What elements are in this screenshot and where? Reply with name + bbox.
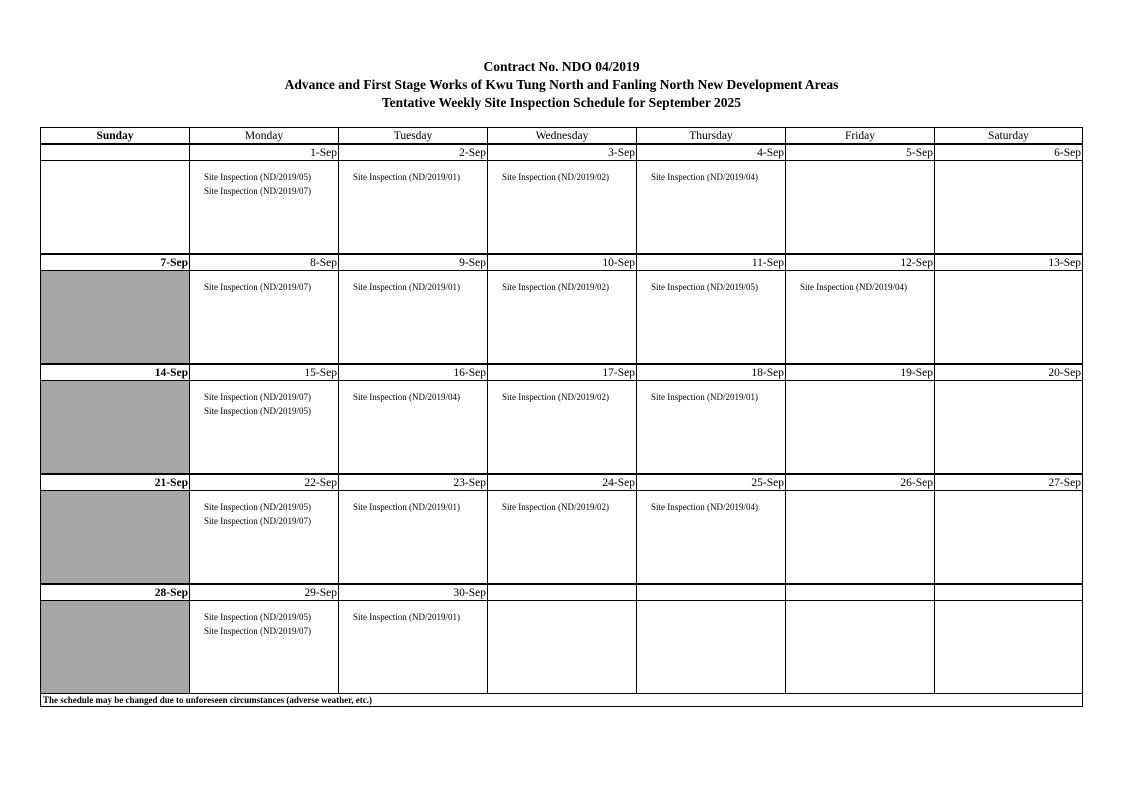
event-list xyxy=(637,381,785,405)
inspection-entry: Site Inspection (ND/2019/02) xyxy=(502,502,609,512)
week-date-row xyxy=(41,254,1083,271)
day-cell xyxy=(41,271,190,365)
date-cell: 23-Sep xyxy=(339,474,488,491)
inspection-entry: Site Inspection (ND/2019/07) xyxy=(204,515,311,526)
event-list xyxy=(786,601,934,611)
day-cell xyxy=(637,601,786,694)
day-cell xyxy=(339,161,488,255)
day-cell xyxy=(339,381,488,475)
date-cell: 16-Sep xyxy=(339,364,488,381)
inspection-entry: Site Inspection (ND/2019/02) xyxy=(502,392,609,402)
date-cell: 2-Sep xyxy=(339,144,488,161)
inspection-entry: Site Inspection (ND/2019/01) xyxy=(353,172,460,182)
week-date-row xyxy=(41,364,1083,381)
event-list xyxy=(339,271,487,295)
day-cell xyxy=(935,161,1083,255)
week-date-row xyxy=(41,584,1083,601)
day-cell xyxy=(339,491,488,585)
inspection-entry: Site Inspection (ND/2019/01) xyxy=(651,392,758,402)
event-list xyxy=(786,271,934,295)
date-cell: 27-Sep xyxy=(935,474,1083,491)
date-cell: 17-Sep xyxy=(488,364,637,381)
event-list xyxy=(41,601,189,611)
date-cell: 4-Sep xyxy=(637,144,786,161)
weekday-wednesday: Wednesday xyxy=(488,128,637,145)
project-title: Advance and First Stage Works of Kwu Tung North and Fanling North New Development Areas xyxy=(284,77,839,92)
weekday-header-row xyxy=(41,128,1083,145)
event-list xyxy=(190,491,338,528)
event-list xyxy=(637,491,785,515)
date-cell: 7-Sep xyxy=(41,254,190,271)
event-list xyxy=(488,491,636,515)
event-list xyxy=(786,491,934,501)
inspection-entry: Site Inspection (ND/2019/02) xyxy=(502,282,609,292)
inspection-entry: Site Inspection (ND/2019/07) xyxy=(204,185,311,196)
inspection-entry: Site Inspection (ND/2019/04) xyxy=(353,392,460,402)
inspection-entry: Site Inspection (ND/2019/01) xyxy=(353,502,460,512)
date-cell: 11-Sep xyxy=(637,254,786,271)
inspection-entry: Site Inspection (ND/2019/05) xyxy=(204,405,311,416)
date-cell: 30-Sep xyxy=(339,584,488,601)
day-cell xyxy=(488,271,637,365)
date-cell: 13-Sep xyxy=(935,254,1083,271)
date-cell: 28-Sep xyxy=(41,584,190,601)
day-cell xyxy=(190,491,339,585)
weekday-tuesday: Tuesday xyxy=(339,128,488,145)
week-events-row xyxy=(41,271,1083,365)
day-cell xyxy=(786,491,935,585)
week-events-row xyxy=(41,381,1083,475)
schedule-title: Tentative Weekly Site Inspection Schedule for September 2025 xyxy=(381,95,742,110)
week-events-row xyxy=(41,601,1083,694)
event-list xyxy=(488,271,636,295)
day-cell xyxy=(935,271,1083,365)
inspection-entry: Site Inspection (ND/2019/01) xyxy=(353,612,460,622)
date-cell: 1-Sep xyxy=(190,144,339,161)
date-cell xyxy=(637,584,786,601)
event-list xyxy=(488,381,636,405)
day-cell xyxy=(190,271,339,365)
weekday-saturday: Saturday xyxy=(935,128,1083,145)
event-list xyxy=(190,161,338,198)
inspection-entry: Site Inspection (ND/2019/05) xyxy=(204,612,311,622)
date-cell xyxy=(935,584,1083,601)
event-list xyxy=(935,161,1082,171)
date-cell: 12-Sep xyxy=(786,254,935,271)
date-cell xyxy=(786,584,935,601)
date-cell: 14-Sep xyxy=(41,364,190,381)
date-cell: 29-Sep xyxy=(190,584,339,601)
event-list xyxy=(935,271,1082,281)
day-cell xyxy=(339,601,488,694)
event-list xyxy=(41,161,189,171)
date-cell: 18-Sep xyxy=(637,364,786,381)
weekday-monday: Monday xyxy=(190,128,339,145)
event-list xyxy=(935,491,1082,501)
weekday-sunday: Sunday xyxy=(41,128,190,145)
day-cell xyxy=(488,601,637,694)
event-list xyxy=(339,601,487,625)
date-cell: 19-Sep xyxy=(786,364,935,381)
date-cell: 8-Sep xyxy=(190,254,339,271)
inspection-entry: Site Inspection (ND/2019/04) xyxy=(800,282,907,292)
event-list xyxy=(637,161,785,185)
date-cell: 25-Sep xyxy=(637,474,786,491)
event-list xyxy=(190,271,338,295)
event-list xyxy=(488,161,636,185)
event-list xyxy=(41,381,189,391)
week-events-row xyxy=(41,161,1083,255)
weekday-thursday: Thursday xyxy=(637,128,786,145)
event-list xyxy=(41,491,189,501)
day-cell xyxy=(488,161,637,255)
inspection-entry: Site Inspection (ND/2019/04) xyxy=(651,502,758,512)
day-cell xyxy=(41,601,190,694)
day-cell xyxy=(488,491,637,585)
contract-title: Contract No. NDO 04/2019 xyxy=(483,59,640,74)
date-cell: 21-Sep xyxy=(41,474,190,491)
inspection-entry: Site Inspection (ND/2019/05) xyxy=(651,282,758,292)
date-cell: 20-Sep xyxy=(935,364,1083,381)
weekday-friday: Friday xyxy=(786,128,935,145)
day-cell xyxy=(637,161,786,255)
date-cell xyxy=(41,144,190,161)
day-cell xyxy=(190,161,339,255)
day-cell xyxy=(637,271,786,365)
day-cell xyxy=(786,271,935,365)
event-list xyxy=(637,601,785,611)
week-events-row xyxy=(41,491,1083,585)
day-cell xyxy=(41,381,190,475)
date-cell: 26-Sep xyxy=(786,474,935,491)
event-list xyxy=(190,601,338,638)
inspection-entry: Site Inspection (ND/2019/07) xyxy=(204,392,311,402)
day-cell xyxy=(41,491,190,585)
event-list xyxy=(786,381,934,391)
day-cell xyxy=(339,271,488,365)
calendar-table xyxy=(40,127,1083,707)
date-cell: 10-Sep xyxy=(488,254,637,271)
day-cell xyxy=(190,601,339,694)
date-cell: 24-Sep xyxy=(488,474,637,491)
day-cell xyxy=(935,381,1083,475)
date-cell: 6-Sep xyxy=(935,144,1083,161)
inspection-entry: Site Inspection (ND/2019/01) xyxy=(353,282,460,292)
day-cell xyxy=(786,161,935,255)
day-cell xyxy=(41,161,190,255)
event-list xyxy=(935,601,1082,611)
day-cell xyxy=(786,601,935,694)
event-list xyxy=(41,271,189,281)
event-list xyxy=(339,161,487,185)
event-list xyxy=(786,161,934,171)
day-cell xyxy=(190,381,339,475)
day-cell xyxy=(637,381,786,475)
week-date-row xyxy=(41,144,1083,161)
footnote: The schedule may be changed due to unforeseen circumstances (adverse weather, etc.) xyxy=(41,694,1083,707)
inspection-entry: Site Inspection (ND/2019/05) xyxy=(204,172,311,182)
day-cell xyxy=(786,381,935,475)
date-cell: 5-Sep xyxy=(786,144,935,161)
date-cell: 15-Sep xyxy=(190,364,339,381)
document-header xyxy=(0,58,1123,112)
footnote-row xyxy=(41,694,1083,707)
inspection-entry: Site Inspection (ND/2019/07) xyxy=(204,282,311,292)
event-list xyxy=(488,601,636,611)
inspection-entry: Site Inspection (ND/2019/05) xyxy=(204,502,311,512)
date-cell: 22-Sep xyxy=(190,474,339,491)
event-list xyxy=(637,271,785,295)
date-cell: 3-Sep xyxy=(488,144,637,161)
inspection-entry: Site Inspection (ND/2019/04) xyxy=(651,172,758,182)
day-cell xyxy=(488,381,637,475)
event-list xyxy=(190,381,338,418)
event-list xyxy=(339,381,487,405)
inspection-entry: Site Inspection (ND/2019/07) xyxy=(204,625,311,636)
date-cell: 9-Sep xyxy=(339,254,488,271)
inspection-entry: Site Inspection (ND/2019/02) xyxy=(502,172,609,182)
event-list xyxy=(339,491,487,515)
week-date-row xyxy=(41,474,1083,491)
day-cell xyxy=(935,601,1083,694)
day-cell xyxy=(935,491,1083,585)
event-list xyxy=(935,381,1082,391)
day-cell xyxy=(637,491,786,585)
date-cell xyxy=(488,584,637,601)
